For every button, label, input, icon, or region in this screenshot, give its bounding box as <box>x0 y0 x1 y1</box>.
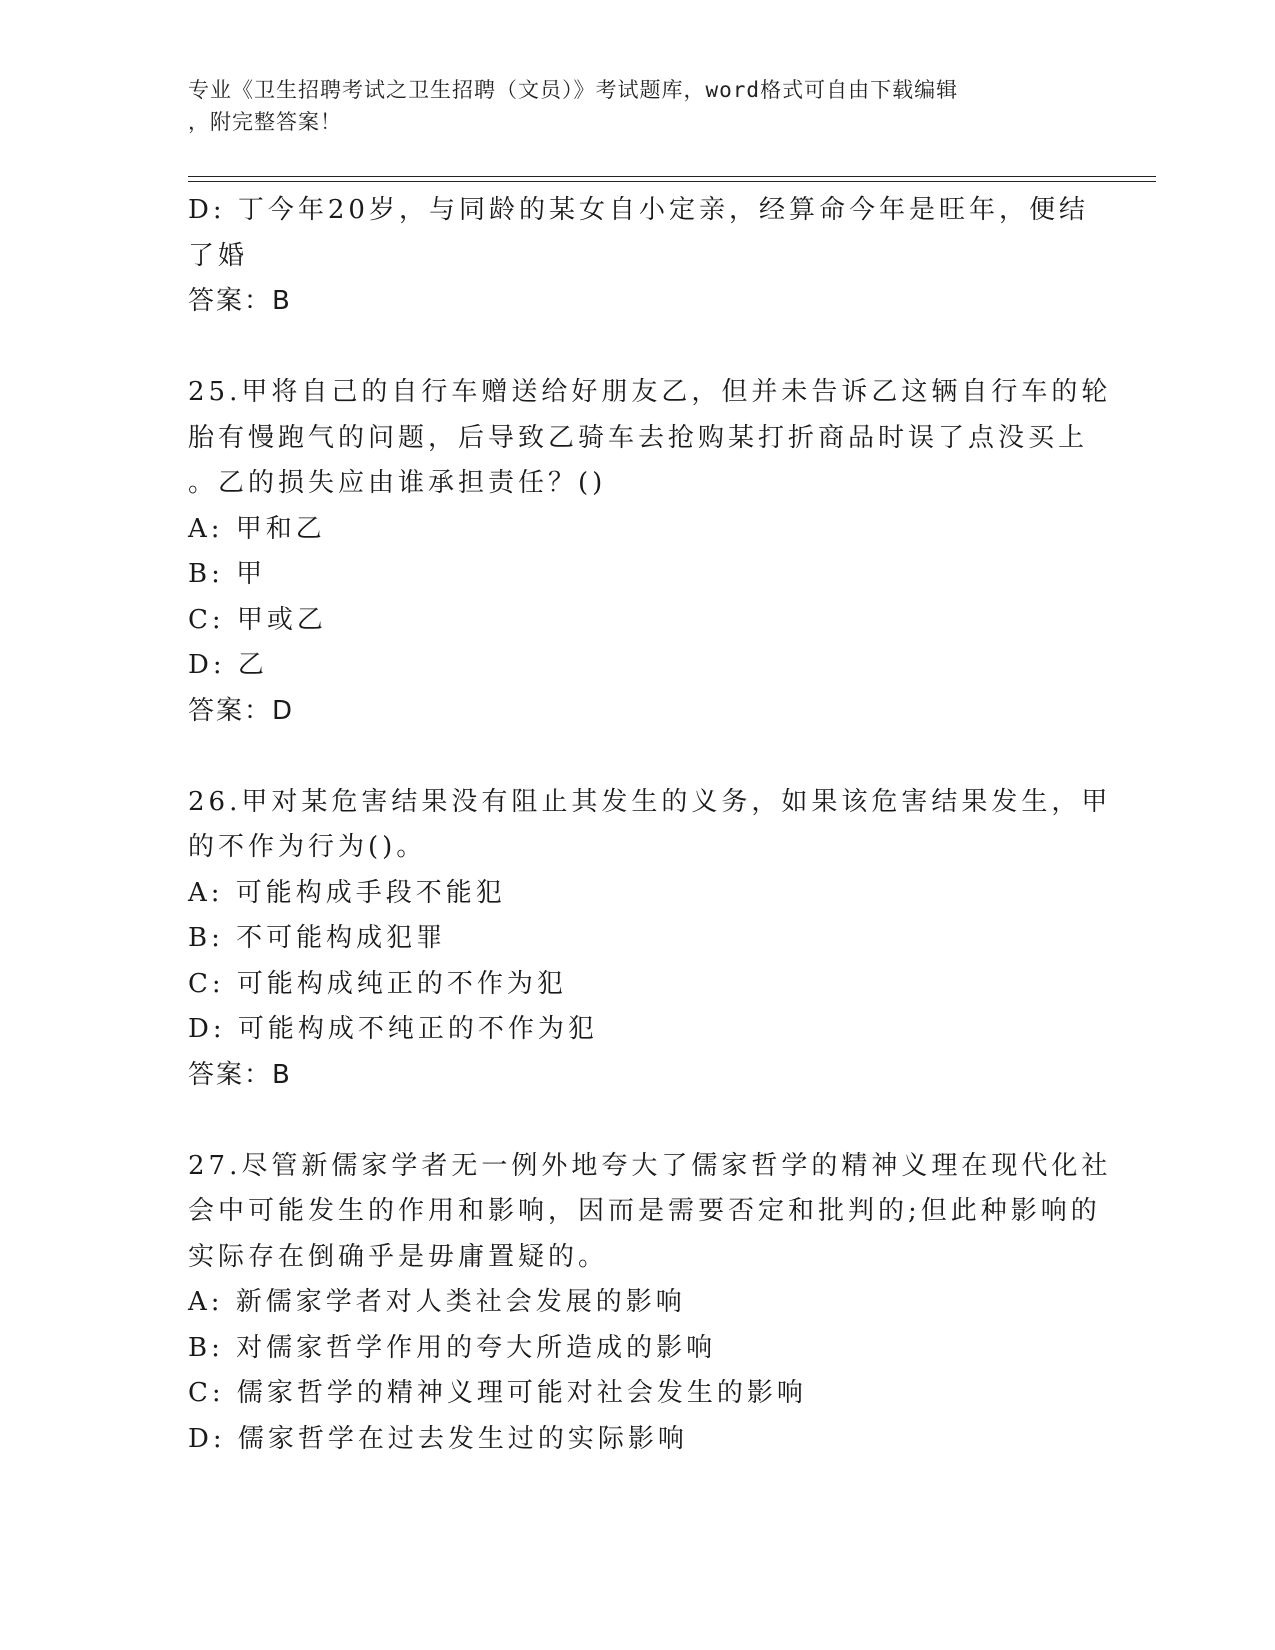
option-d: D: 儒家哲学在过去发生过的实际影响 <box>188 1423 688 1454</box>
header-divider-bottom <box>188 181 1156 182</box>
option-d: D: 丁今年20岁，与同龄的某女自小定亲，经算命今年是旺年，便结 <box>188 195 1089 225</box>
question-stem: 的不作为行为()。 <box>188 832 427 862</box>
question-25 <box>188 370 1112 734</box>
option-d-continued: 了婚 <box>188 240 249 271</box>
question-stem: 实际存在倒确乎是毋庸置疑的。 <box>188 1241 609 1272</box>
question-27 <box>188 1144 1112 1463</box>
option-b: B: 不可能构成犯罪 <box>188 923 447 953</box>
spacer <box>188 734 1088 780</box>
option-c: C: 可能构成纯正的不作为犯 <box>188 968 567 999</box>
option-a: A: 甲和乙 <box>188 513 326 544</box>
previous-question-tail <box>188 188 1088 325</box>
spacer <box>188 1098 1088 1144</box>
option-a: A: 可能构成手段不能犯 <box>188 877 506 908</box>
answer-line: 答案：D <box>188 695 295 726</box>
option-b: B: 对儒家哲学作用的夸大所造成的影响 <box>188 1332 717 1363</box>
option-d: D: 可能构成不纯正的不作为犯 <box>188 1014 598 1044</box>
question-stem: 会中可能发生的作用和影响，因而是需要否定和批判的;但此种影响的 <box>188 1196 1101 1226</box>
header-line-1: 专业《卫生招聘考试之卫生招聘（文员）》考试题库，word格式可自由下载编辑 <box>188 78 959 102</box>
option-d: D: 乙 <box>188 650 268 680</box>
header-line-2: ，附完整答案！ <box>188 110 342 134</box>
option-c: C: 儒家哲学的精神义理可能对社会发生的影响 <box>188 1378 807 1408</box>
answer-line: 答案：B <box>188 1059 292 1090</box>
question-stem: 。乙的损失应由谁承担责任？() <box>188 468 607 498</box>
question-stem: 25.甲将自己的自行车赠送给好朋友乙，但并未告诉乙这辆自行车的轮 <box>188 377 1112 407</box>
question-stem: 27.尽管新儒家学者无一例外地夸大了儒家哲学的精神义理在现代化社 <box>188 1150 1112 1181</box>
header-divider-top <box>188 176 1156 177</box>
document-header <box>188 74 1068 138</box>
question-stem: 26.甲对某危害结果没有阻止其发生的义务，如果该危害结果发生，甲 <box>188 786 1112 817</box>
spacer <box>188 325 1088 371</box>
option-a: A: 新儒家学者对人类社会发展的影响 <box>188 1287 686 1317</box>
answer-line: 答案：B <box>188 286 292 316</box>
question-26 <box>188 780 1112 1099</box>
option-c: C: 甲或乙 <box>188 604 327 635</box>
question-content <box>188 188 1112 1462</box>
option-b: B: 甲 <box>188 559 267 589</box>
question-stem: 胎有慢跑气的问题，后导致乙骑车去抢购某打折商品时误了点没买上 <box>188 422 1089 453</box>
